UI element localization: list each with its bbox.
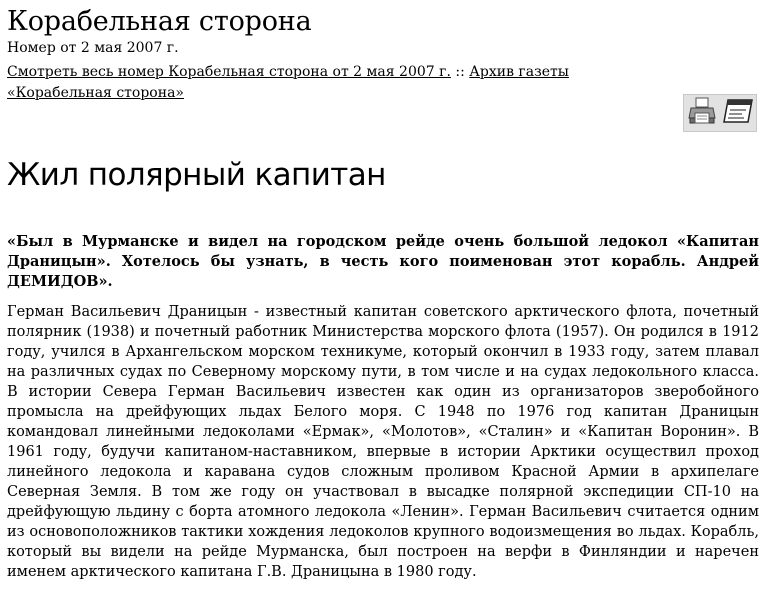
article-headline: Жил полярный капитан — [7, 157, 386, 193]
article-tools — [683, 94, 757, 132]
paper-title: Корабельная сторона — [7, 6, 312, 37]
printer-icon[interactable] — [687, 96, 717, 131]
archive-link[interactable]: Архив газеты «Корабельная сторона» — [7, 64, 569, 101]
article-body: Герман Васильевич Драницын - известный капитан советского арктического флота, почетный полярник (1938) и почетный работник Министерства морского флота (1957). Он родился в 1912 году, учился в Архангельском морском техникуме, который окончил в 1933 году, затем плавал на различных судах по Северному морскому пути, в том числе и на судах ледокольного класса. В истории Севера Герман Васильевич известен как один из организаторов зверобойного промысла на дрейфующих льдах Белого моря. С 1948 по 1976 год капитан Драницын командовал линейными ледоколами «Ермак», «Молотов», «Сталин» и «Капитан Воронин». В 1961 году, будучи капитаном-наставником, впервые в истории Арктики осуществил проход линейного ледокола и каравана судов сложным проливом Красной Армии в архипелаге Северная Земля. В том же году он участвовал в высадке полярной экспедиции СП-10 на дрейфующую льдину с борта атомного ледокола «Ленин». Герман Васильевич считается одним из основоположников тактики хождения ледоколов крупного водоизмещения во льдах. Корабль, который вы видели на рейде Мурманска, был построен на верфи в Финляндии и наречен именем арктического капитана Г.В. Драницына в 1980 году. — [7, 304, 759, 580]
issue-links — [7, 62, 647, 104]
page-content — [7, 6, 759, 580]
link-separator: :: — [450, 64, 470, 80]
full-issue-link[interactable]: Смотреть весь номер Корабельная сторона от 2 мая 2007 г. — [7, 64, 451, 80]
window-icon[interactable] — [722, 96, 754, 131]
issue-date: Номер от 2 мая 2007 г. — [7, 40, 179, 56]
article-lead: «Был в Мурманске и видел на городском рейде очень большой ледокол «Капитан Драницын». Хотелось бы узнать, в честь кого поименован этот корабль. Андрей ДЕМИДОВ». — [7, 233, 759, 290]
